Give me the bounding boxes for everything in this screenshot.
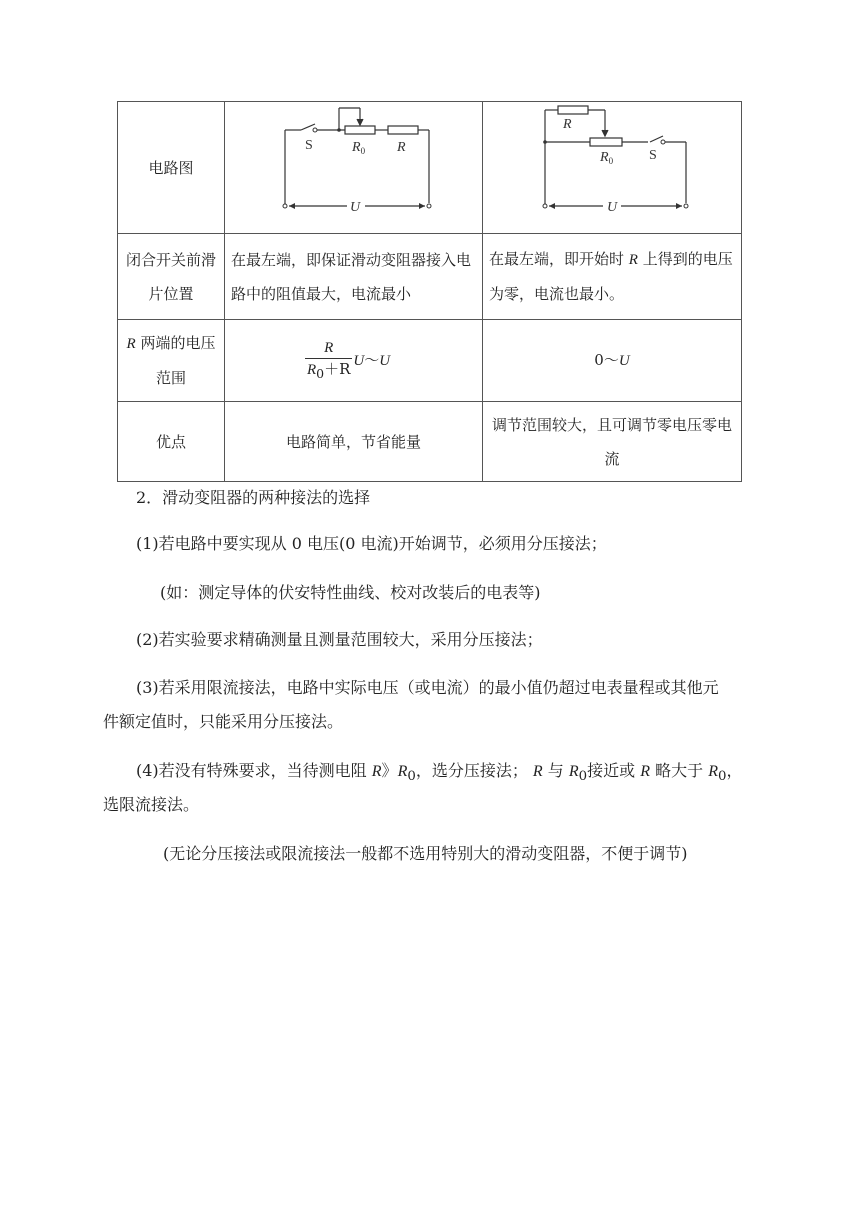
voltage-divider-circuit-diagram <box>483 102 729 233</box>
current-limiting-diagram-cell <box>225 102 483 234</box>
r0-label: $R_0$ <box>352 140 366 156</box>
paragraph-3-line-2: 件额定值时，只能采用分压接法。 <box>103 712 344 731</box>
table-row <box>118 320 742 402</box>
u-label: U <box>350 200 361 215</box>
r-label: R <box>397 140 406 155</box>
table-row <box>118 102 742 234</box>
table-row <box>118 234 742 320</box>
cell-text: 调节范围较大，且可调节零电压零电流 <box>483 402 742 482</box>
voltage-divider-diagram-cell <box>483 102 742 234</box>
row-label: 电路图 <box>118 102 225 234</box>
switch-label: S <box>305 138 313 153</box>
comparison-table <box>117 101 742 482</box>
row-label: 闭合开关前滑片位置 <box>118 234 225 320</box>
r0-label: $R_0$ <box>600 150 614 166</box>
paragraph-1-note: (如：测定导体的伏安特性曲线、校对改装后的电表等) <box>160 583 541 602</box>
cell-text: 在最左端，即开始时 R 上得到的电压为零，电流也最小。 <box>483 234 742 320</box>
paragraph-2: (2)若实验要求精确测量且测量范围较大，采用分压接法； <box>136 630 543 649</box>
paragraph-1: (1)若电路中要实现从 0 电压(0 电流)开始调节，必须用分压接法； <box>136 534 607 553</box>
row-label: R 两端的电压范围 <box>118 320 225 402</box>
switch-label: S <box>649 148 657 163</box>
table-row <box>118 402 742 482</box>
r-label: R <box>563 117 572 132</box>
cell-text: 0～U <box>483 320 742 402</box>
row-label: 优点 <box>118 402 225 482</box>
paragraph-4-line-2: 选限流接法。 <box>103 795 200 814</box>
paragraph-4-line-1: (4)若没有特殊要求，当待测电阻 R》$R_0$，选分压接法； R 与 $R_0$接近或 R 略大于 $R_0$， <box>136 761 743 785</box>
cell-text: 在最左端，即保证滑动变阻器接入电路中的阻值最大，电流最小 <box>225 234 483 320</box>
closing-note: (无论分压接法或限流接法一般都不选用特别大的滑动变阻器，不便于调节) <box>163 844 688 863</box>
cell-text: 电路简单，节省能量 <box>225 402 483 482</box>
section-heading: 2．滑动变阻器的两种接法的选择 <box>136 488 371 507</box>
current-limiting-circuit-diagram <box>225 102 470 233</box>
u-label: U <box>607 200 618 215</box>
formula-cell: $\frac{R}{R_0+R}$ U～U <box>225 320 483 402</box>
fraction: $\frac{R}{R_0+R}$ <box>307 339 351 381</box>
paragraph-3-line-1: (3)若采用限流接法，电路中实际电压（或电流）的最小值仍超过电表量程或其他元 <box>136 678 719 697</box>
